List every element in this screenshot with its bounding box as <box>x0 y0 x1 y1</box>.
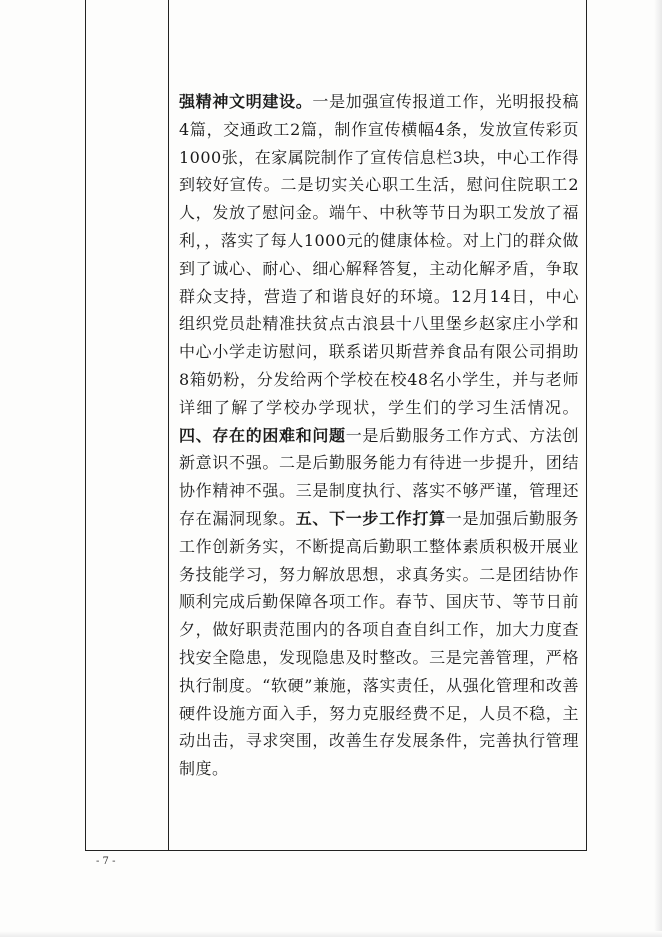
paragraph-next-step-plan: 一是加强后勤服务工作创新务实，不断提高后勤职工整体素质积极开展业务技能学习，努力解放思想，求真务实。二是团结协作顺利完成后勤保障各项工作。春节、国庆节、等节日前夕，做好职责范围内的各项自查自纠工作，加大力度查找安全隐患，发现隐患及时整改。三是完善管理，严格执行制度。“软硬”兼施，落实责任，从强化管理和改善硬件设施方面入手，努力克服经费不足，人员不稳，主动出击，寻求突围，改善生存发展条件，完善执行管理制度。 <box>179 508 579 779</box>
heading-spiritual-civilization: 强精神文明建设。 <box>179 92 313 111</box>
report-body-text <box>179 88 579 783</box>
page-edge-shadow <box>654 0 662 937</box>
table-frame <box>85 0 587 851</box>
page-bottom-shadow <box>0 931 662 937</box>
paragraph-difficulties-and-problems: 一是后勤服务工作方式、方法创新意识不强。二是后勤服务能力有待进一步提升，团结协作精神不强。三是制度执行、落实不够严谨，管理还存在漏洞现象。 <box>179 425 579 528</box>
table-column-divider <box>168 0 169 850</box>
heading-difficulties-and-problems: 四、存在的困难和问题 <box>179 425 346 445</box>
heading-next-step-plan: 五、下一步工作打算 <box>295 508 446 528</box>
page-number: - 7 - <box>96 856 116 867</box>
paragraph-spiritual-civilization: 一是加强宣传报道工作，光明报投稿4篇，交通政工2篇，制作宣传横幅4条，发放宣传彩页1000张，在家属院制作了宣传信息栏3块，中心工作得到较好宣传。二是切实关心职工生活，慰问住院职工2人，发放了慰问金。端午、中秋等节日为职工发放了福利，，落实了每人1000元的健康体检。对上门的群众做到了诚心、耐心、细心解释答复，主动化解矛盾，争取群众支持，营造了和谐良好的环境。12月14日，中心组织党员赴精准扶贫点古浪县十八里堡乡赵家庄小学和中心小学走访慰问，联系诺贝斯营养食品有限公司捐助8箱奶粉，分发给两个学校在校48名小学生，并与老师详细了解了学校办学现状，学生们的学习生活情况。 <box>179 92 579 417</box>
